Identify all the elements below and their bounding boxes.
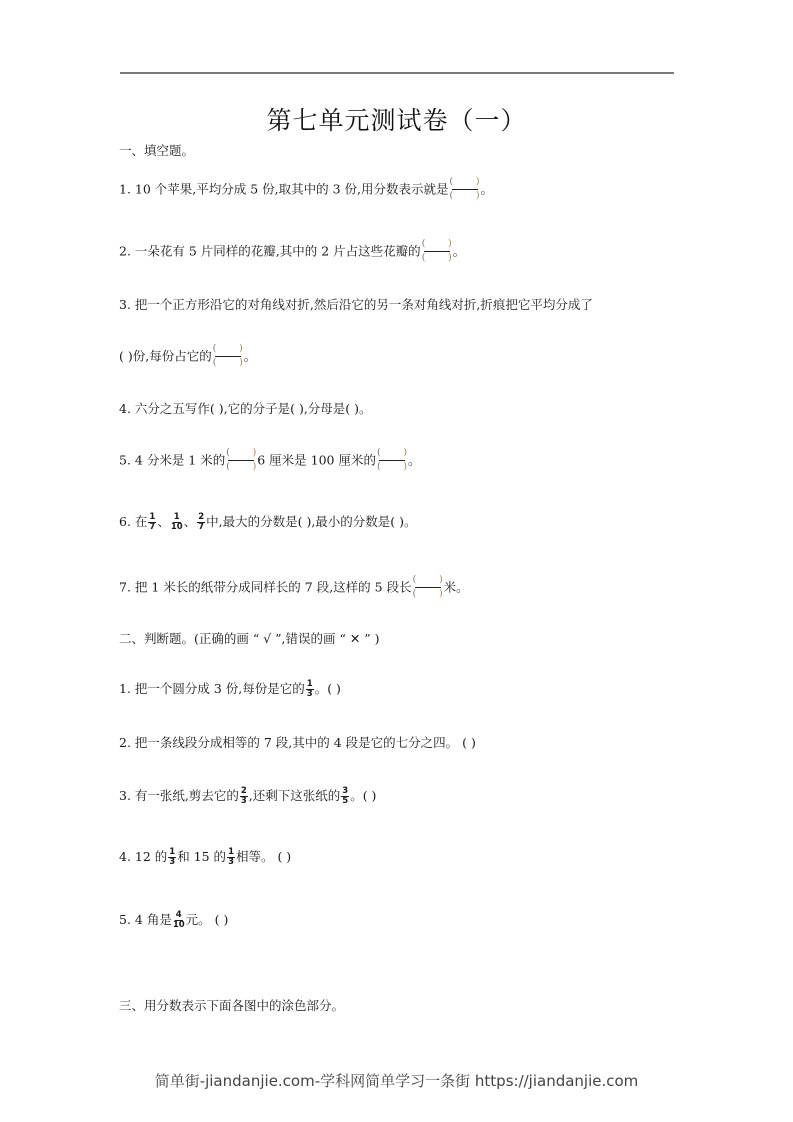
fraction-blank[interactable]: ( ) ( ) bbox=[212, 344, 243, 368]
fraction: $\frac{1}{10}$ bbox=[170, 512, 183, 532]
fraction-blank[interactable]: ( ) ( ) bbox=[412, 575, 443, 599]
fraction-blank[interactable]: ( ) ( ) bbox=[376, 448, 407, 472]
fraction-blank[interactable]: ( ) ( ) bbox=[449, 177, 480, 201]
fill-q7: 7. 把 1 米长的纸带分成同样长的 7 段,这样的 5 段长 ( ) ( ) 米。 bbox=[119, 575, 469, 599]
header-rule bbox=[120, 72, 674, 74]
page-title: 第七单元测试卷（一） bbox=[266, 106, 527, 135]
judge-q4[interactable]: 4. 12 的 $\frac{1}{3}$ 和 15 的 $\frac{1}{3}$ 相等。 ( ) bbox=[119, 847, 292, 867]
answer-blank[interactable]: ( )份,每份占它的 bbox=[119, 348, 212, 364]
fraction: $\frac{1}{3}$ bbox=[169, 847, 176, 867]
question-text: 1. 10 个苹果,平均分成 5 份,取其中的 3 份,用分数表示就是 bbox=[119, 181, 449, 197]
judge-q2[interactable]: 2. 把一条线段分成相等的 7 段,其中的 4 段是它的七分之四。 ( ) bbox=[119, 735, 476, 750]
fill-q1: 1. 10 个苹果,平均分成 5 份,取其中的 3 份,用分数表示就是 ( ) ( ) 。 bbox=[119, 177, 494, 201]
footer-watermark: 简单街-jiandanjie.com-学科网简单学习一条街 https://jiandanjie.com bbox=[154, 1072, 639, 1090]
fill-q4[interactable]: 4. 六分之五写作( ),它的分子是( ),分母是( )。 bbox=[119, 401, 372, 416]
fraction: $\frac{2}{7}$ bbox=[198, 512, 205, 532]
fill-q3-line2: ( )份,每份占它的 ( ) ( ) 。 bbox=[119, 344, 257, 368]
fill-q5: 5. 4 分米是 1 米的 ( ) ( ) 6 厘米是 100 厘米的 ( ) ( ) 。 bbox=[119, 448, 421, 472]
fill-q3-line1: 3. 把一个正方形沿它的对角线对折,然后沿它的另一条对角线对折,折痕把它平均分成了 bbox=[119, 297, 593, 312]
fraction: $\frac{4}{10}$ bbox=[172, 910, 185, 930]
fraction: $\frac{2}{3}$ bbox=[240, 786, 247, 806]
judge-q1[interactable]: 1. 把一个圆分成 3 份,每份是它的 $\frac{1}{3}$ 。( ) bbox=[119, 679, 341, 699]
answer-blanks[interactable]: 中,最大的分数是( ),最小的分数是( )。 bbox=[206, 514, 417, 529]
section-shade-heading: 三、用分数表示下面各图中的涂色部分。 bbox=[119, 998, 345, 1013]
section-judge-heading: 二、判断题。(正确的画 “ √ ”,错误的画 “ ✕ ” ) bbox=[119, 631, 380, 646]
judge-q3[interactable]: 3. 有一张纸,剪去它的 $\frac{2}{3}$ ,还剩下这张纸的 $\frac{3}{5}$ 。( ) bbox=[119, 786, 377, 806]
fill-q2: 2. 一朵花有 5 片同样的花瓣,其中的 2 片占这些花瓣的 ( ) ( ) 。 bbox=[119, 239, 466, 263]
fraction-blank[interactable]: ( ) ( ) bbox=[226, 448, 257, 472]
fraction: $\frac{1}{7}$ bbox=[149, 512, 156, 532]
fraction: $\frac{1}{3}$ bbox=[306, 679, 313, 699]
fraction: $\frac{3}{5}$ bbox=[342, 786, 349, 806]
fraction-blank[interactable]: ( ) ( ) bbox=[421, 239, 452, 263]
section-fill-heading: 一、填空题。 bbox=[119, 143, 195, 158]
fill-q6: 6. 在 $\frac{1}{7}$ 、 $\frac{1}{10}$ 、 $\frac{2}{7}$ 中,最大的分数是( ),最小的分数是( )。 bbox=[119, 512, 417, 532]
fraction: $\frac{1}{3}$ bbox=[228, 847, 234, 867]
judge-q5[interactable]: 5. 4 角是 $\frac{4}{10}$ 元。 ( ) bbox=[119, 910, 229, 930]
question-text: 2. 一朵花有 5 片同样的花瓣,其中的 2 片占这些花瓣的 bbox=[119, 243, 421, 259]
